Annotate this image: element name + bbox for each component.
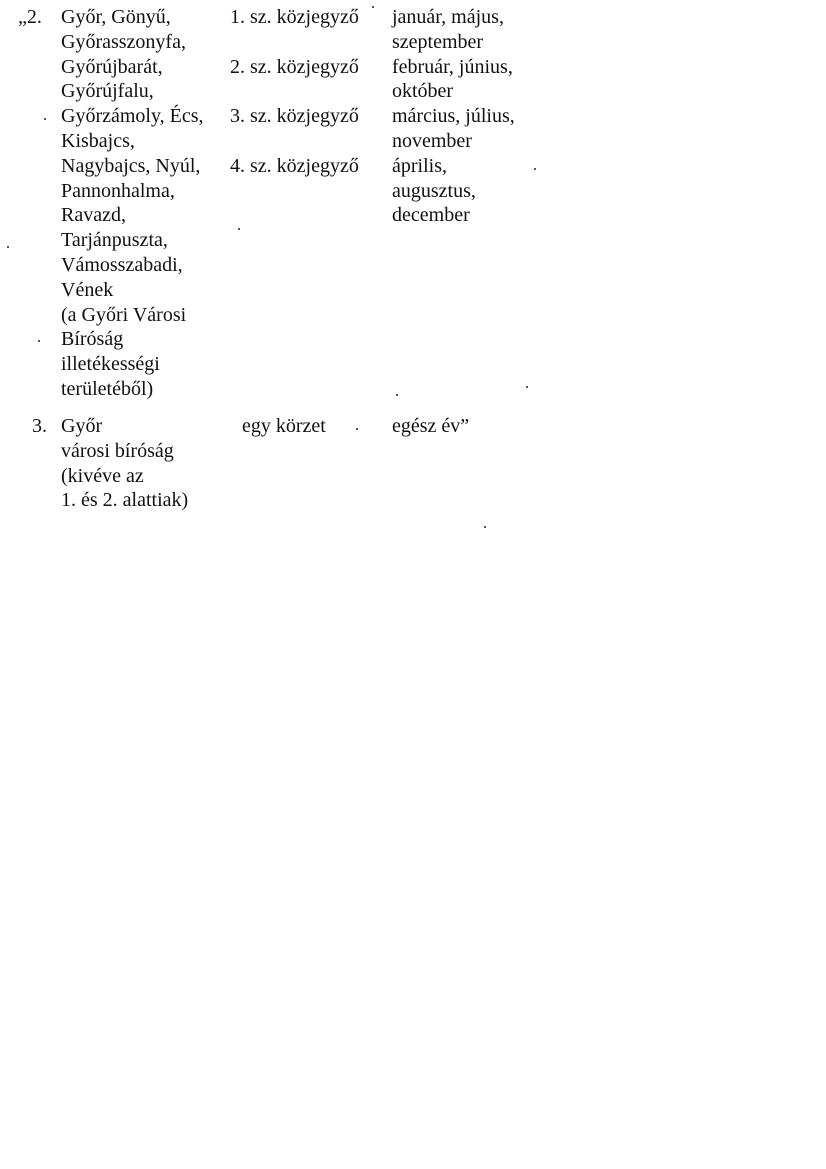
month-line: augusztus,	[392, 179, 476, 202]
place-line: Pannonhalma,	[61, 179, 175, 202]
month-line: október	[392, 80, 454, 103]
month-line: november	[392, 129, 472, 152]
months-column	[392, 5, 515, 228]
place-line: területéből)	[61, 377, 154, 400]
places-column	[61, 5, 204, 402]
place-line: Győr, Gönyű,	[61, 6, 171, 28]
scan-speck	[396, 394, 398, 396]
month-line: január, május,	[392, 6, 504, 28]
places-column	[61, 414, 188, 513]
notary-line	[230, 79, 359, 104]
place-line: Ravazd,	[61, 204, 126, 227]
place-line: Győrzámoly, Écs,	[61, 105, 204, 128]
place-line: Győrújbarát,	[61, 55, 163, 78]
place-line: Kisbajcs,	[61, 129, 135, 152]
notaries-column	[242, 414, 326, 439]
place-line: 1. és 2. alattiak)	[61, 489, 189, 512]
notary-line: 4. sz. közjegyző	[230, 154, 359, 177]
scan-speck	[38, 340, 40, 342]
month-line: december	[392, 204, 470, 227]
place-line: Győrasszonyfa,	[61, 30, 186, 53]
place-line: Győr	[61, 415, 103, 437]
scan-speck	[484, 526, 486, 528]
row-number: 3.	[32, 415, 47, 437]
place-line: Bíróság	[61, 328, 124, 351]
notaries-column	[230, 5, 359, 179]
month-line: szeptember	[392, 30, 484, 53]
months-column	[392, 414, 469, 439]
notary-line: 1. sz. közjegyző	[230, 6, 359, 28]
place-line: Tarjánpuszta,	[61, 229, 168, 252]
scan-speck	[534, 168, 536, 170]
month-line: március, július,	[392, 105, 515, 128]
row-number: „2.	[18, 6, 42, 28]
notary-line: 2. sz. közjegyző	[230, 55, 359, 78]
notary-line: egy körzet	[242, 415, 326, 437]
place-line: Győrújfalu,	[61, 80, 154, 103]
place-line: illetékességi	[61, 353, 160, 376]
notary-line	[230, 30, 359, 55]
scan-speck	[356, 428, 358, 430]
month-line: február, június,	[392, 55, 513, 78]
place-line: Vámosszabadi,	[61, 253, 183, 276]
scan-speck	[44, 118, 46, 120]
scan-speck	[238, 228, 240, 230]
notary-line	[230, 129, 359, 154]
place-line: Vének	[61, 278, 114, 301]
notary-line: 3. sz. közjegyző	[230, 105, 359, 128]
scan-speck	[7, 246, 9, 248]
month-line: április,	[392, 154, 447, 177]
place-line: városi bíróság	[61, 439, 174, 462]
place-line: (kivéve az	[61, 464, 144, 487]
scan-speck	[526, 386, 528, 388]
scan-speck	[372, 6, 374, 8]
place-line: Nagybajcs, Nyúl,	[61, 154, 201, 177]
place-line: (a Győri Városi	[61, 303, 187, 326]
month-line: egész év”	[392, 415, 470, 437]
